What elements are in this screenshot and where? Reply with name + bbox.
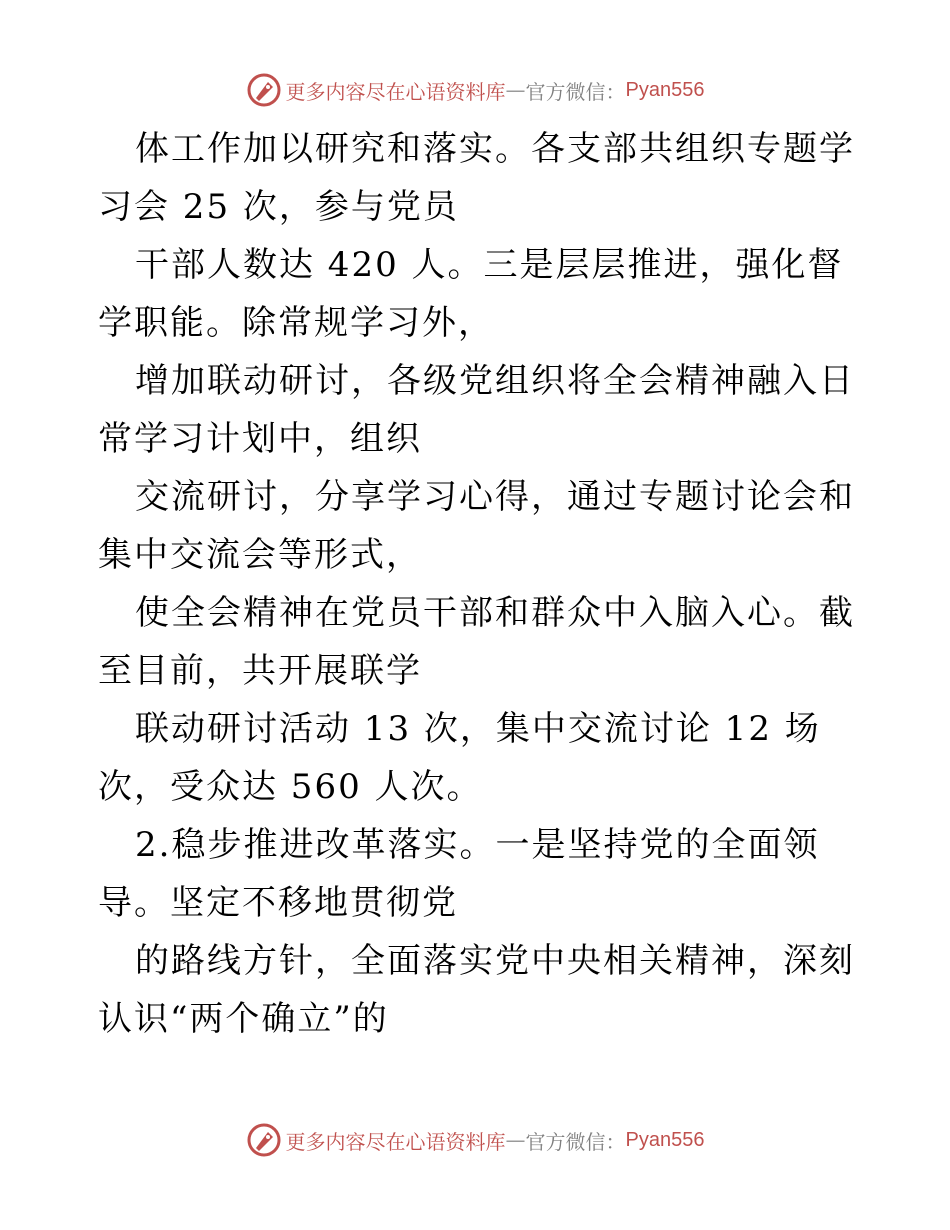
pen-nib-logo-icon: [246, 1122, 282, 1158]
paragraph-3: 增加联动研讨，各级党组织将全会精神融入日常学习计划中，组织: [98, 361, 855, 459]
pen-nib-logo-icon: [246, 72, 282, 108]
watermark-separator: —: [505, 78, 526, 102]
document-body: [98, 120, 858, 1048]
watermark-separator: —: [505, 1128, 526, 1152]
watermark-site-text: 更多内容尽在心语资料库: [285, 1129, 506, 1154]
footer-watermark: [0, 1120, 950, 1160]
header-watermark: [0, 70, 950, 110]
paragraph-2: 干部人数达 420 人。三是层层推进，强化督学职能。除常规学习外，: [98, 245, 844, 343]
watermark-official-text: 官方微信：: [525, 1129, 626, 1154]
paragraph-6: 联动研讨活动 13 次，集中交流讨论 12 场次，受众达 560 人次。: [98, 709, 821, 807]
paragraph-8: 的路线方针，全面落实党中央相关精神，深刻认识“两个确立”的: [98, 941, 855, 1039]
watermark-wechat-id: Pyan556: [625, 78, 705, 101]
paragraph-1: 体工作加以研究和落实。各支部共组织专题学习会 25 次，参与党员: [98, 129, 855, 227]
paragraph-5: 使全会精神在党员干部和群众中入脑入心。截至目前，共开展联学: [98, 593, 855, 691]
paragraph-4: 交流研讨，分享学习心得，通过专题讨论会和集中交流会等形式，: [98, 477, 855, 575]
watermark-official-text: 官方微信：: [525, 79, 626, 104]
paragraph-7: 2.稳步推进改革落实。一是坚持党的全面领导。坚定不移地贯彻党: [98, 825, 820, 923]
watermark-site-text: 更多内容尽在心语资料库: [285, 79, 506, 104]
watermark-wechat-id: Pyan556: [625, 1128, 705, 1151]
